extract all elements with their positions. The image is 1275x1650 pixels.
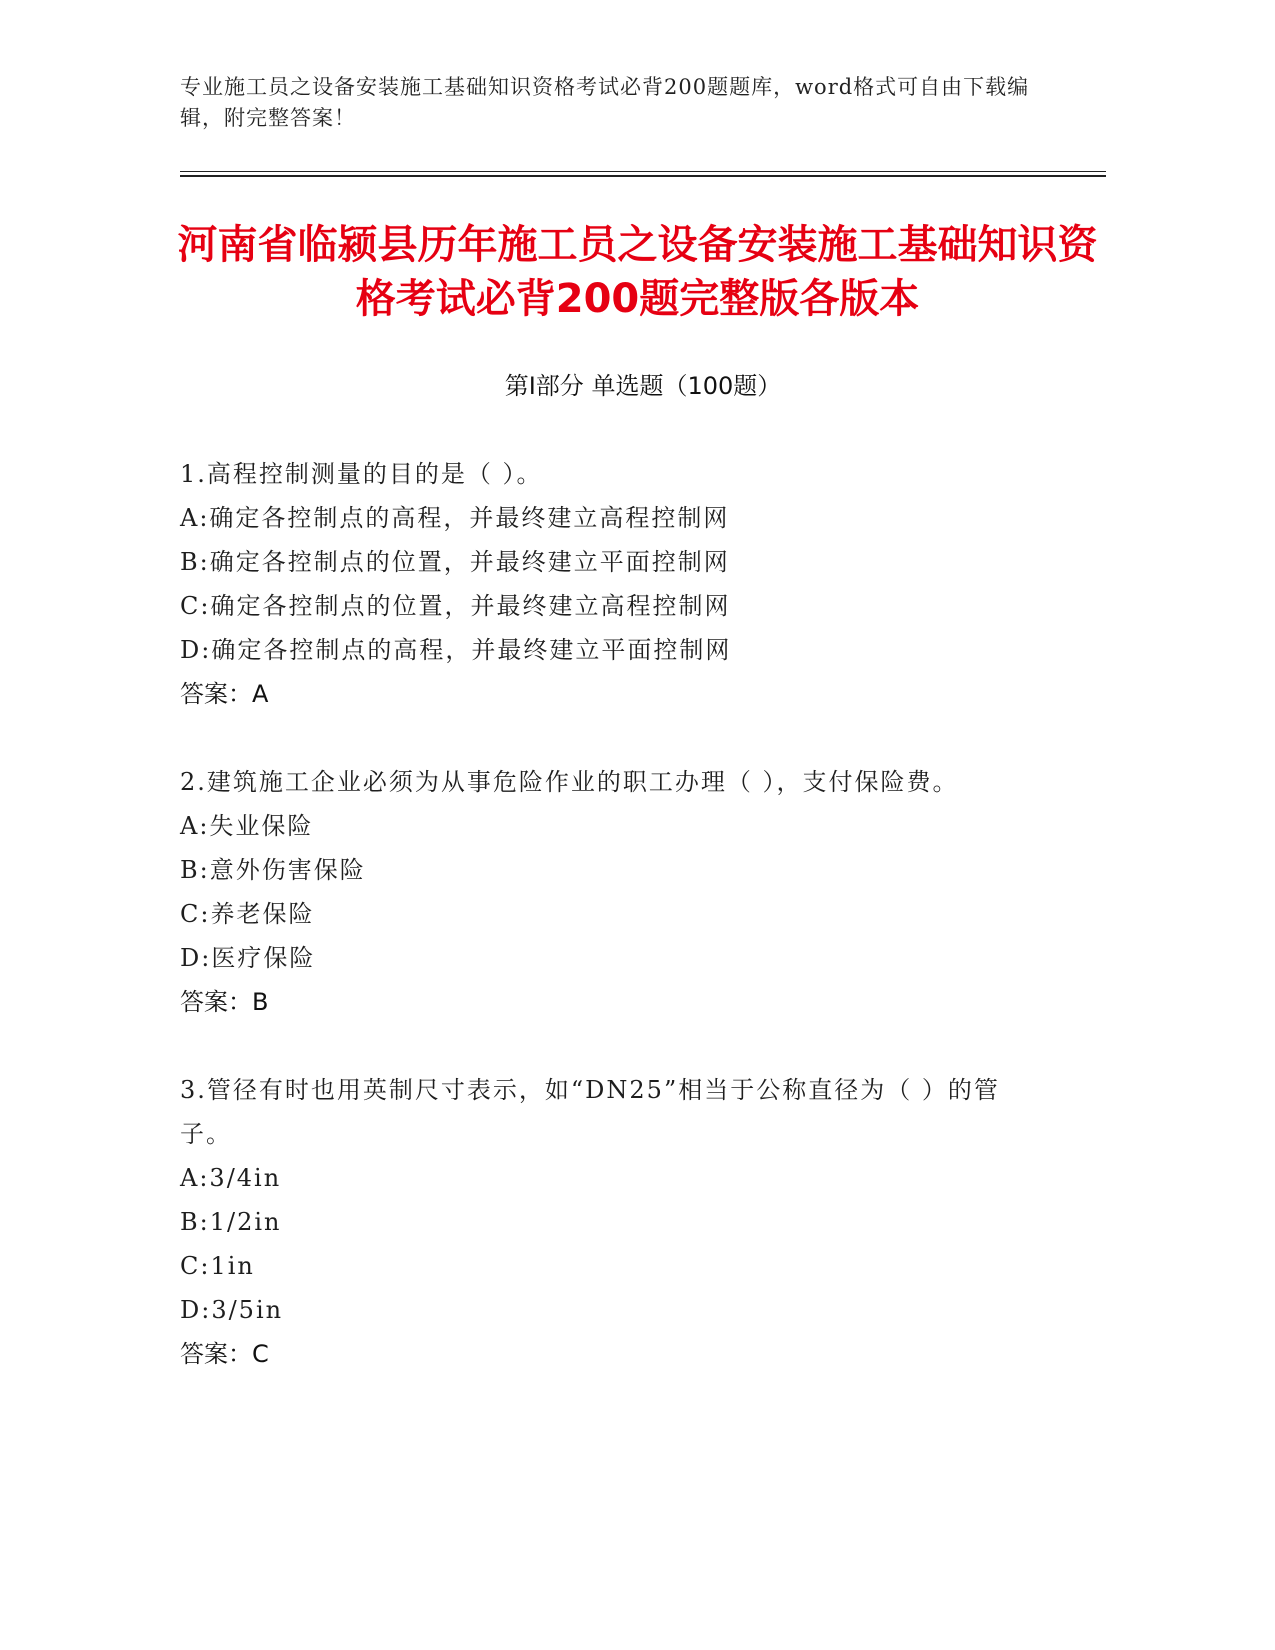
option-a: A:失业保险: [180, 812, 314, 840]
question-3: [180, 1068, 1040, 1376]
question-1: [180, 452, 1040, 716]
answer: 答案：A: [180, 680, 269, 708]
option-d: D:确定各控制点的高程，并最终建立平面控制网: [180, 636, 732, 664]
section-heading: 第Ⅰ部分 单选题（100题）: [504, 372, 782, 400]
document-title: 河南省临颍县历年施工员之设备安装施工基础知识资格考试必背200题完整版各版本: [177, 222, 1098, 322]
question-stem: 2.建筑施工企业必须为从事危险作业的职工办理（ ），支付保险费。: [180, 768, 959, 796]
option-b: B:意外伤害保险: [180, 856, 366, 884]
header-note: 专业施工员之设备安装施工基础知识资格考试必背200题题库，word格式可自由下载编辑，附完整答案！: [180, 75, 1030, 130]
option-d: D:3/5in: [180, 1296, 284, 1324]
question-2: [180, 760, 1040, 1024]
option-a: A:3/4in: [180, 1164, 282, 1192]
option-c: C:1in: [180, 1252, 255, 1280]
option-a: A:确定各控制点的高程，并最终建立高程控制网: [180, 504, 730, 532]
option-c: C:确定各控制点的位置，并最终建立高程控制网: [180, 592, 731, 620]
option-d: D:医疗保险: [180, 944, 316, 972]
answer: 答案：B: [180, 988, 269, 1016]
option-c: C:养老保险: [180, 900, 315, 928]
question-list: [180, 452, 1040, 1420]
header-rule-thin: [180, 171, 1106, 172]
option-b: B:确定各控制点的位置，并最终建立平面控制网: [180, 548, 730, 576]
question-stem: 3.管径有时也用英制尺寸表示，如“DN25”相当于公称直径为（ ）的管子。: [180, 1076, 1000, 1148]
header-rule-thick: [180, 175, 1106, 177]
option-b: B:1/2in: [180, 1208, 282, 1236]
question-stem: 1.高程控制测量的目的是（ ）。: [180, 460, 543, 488]
answer: 答案：C: [180, 1340, 269, 1368]
